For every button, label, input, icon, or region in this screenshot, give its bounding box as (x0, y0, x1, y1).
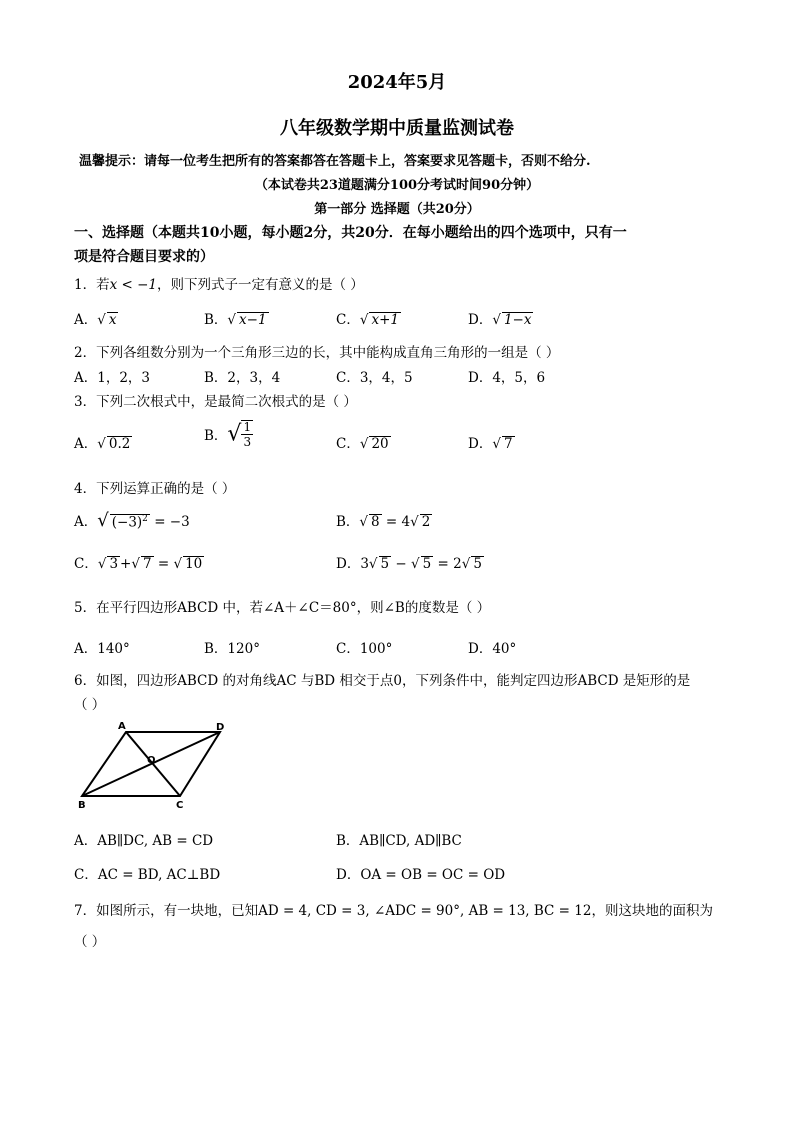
q1-stem: 1．若x < −1，则下列式子一定有意义的是（ ） (74, 277, 364, 293)
q4-option-b: B．√ 8 = 4√ 2 (336, 514, 431, 530)
section-heading-line1: 一、选择题（本题共10小题，每小题2分，共20分．在每小题给出的四个选项中，只有一 (74, 225, 627, 241)
q1-option-d: D．√ 1−x (468, 312, 532, 328)
q6-paren: （ ） (74, 697, 106, 713)
q6-stem: 6．如图，四边形ABCD 的对角线AC 与BD 相交于点0，下列条件中，能判定四边形ABCD 是矩形的是 (74, 673, 691, 689)
q6-option-d: D．OA = OB = OC = OD (336, 867, 506, 883)
figure-label-o: O (147, 755, 156, 766)
q5-option-d: D．40° (468, 641, 517, 657)
q1-option-b: B．√ x−1 (204, 312, 267, 328)
q4-option-c: C．√ 3 +√ 7 = √ 10 (74, 556, 203, 572)
figure-label-c: C (176, 800, 184, 811)
q5-option-b: B．120° (204, 641, 260, 657)
q5-option-a: A．140° (74, 641, 130, 657)
q3-option-b: B．√ $\frac{1}{3}$ (204, 420, 252, 449)
q3-stem: 3．下列二次根式中，是最简二次根式的是（ ） (74, 394, 357, 410)
section-heading-line2: 项是符合题目要求的） (74, 249, 214, 265)
q2-option-b: B．2，3，4 (204, 370, 281, 386)
parallelogram-figure (70, 718, 240, 812)
q1-option-c: C．√ x+1 (336, 312, 399, 328)
exam-date: 2024年5月 (347, 72, 447, 93)
q2-stem: 2．下列各组数分别为一个三角形三边的长，其中能构成直角三角形的一组是（ ） (74, 345, 560, 361)
q7-paren: （ ） (74, 934, 106, 950)
figure-label-a: A (118, 721, 126, 732)
q4-option-d: D．3√ 5 − √ 5 = 2√ 5 (336, 556, 482, 572)
q6-option-b: B．AB∥CD, AD∥BC (336, 833, 462, 849)
q1-option-a: A．√ x (74, 312, 117, 328)
q4-option-a: A．√ $(-3)^2 = -3$ (74, 510, 190, 531)
q7-stem: 7．如图所示，有一块地，已知AD = 4, CD = 3, ∠ADC = 90°, AB = 13, BC = 12，则这块地的面积为 (74, 903, 713, 919)
q3-option-d: D．√ 7 (468, 436, 513, 452)
figure-label-b: B (78, 800, 86, 811)
q2-option-a: A．1，2，3 (74, 370, 151, 386)
exam-info: （本试卷共23道题满分100分考试时间90分钟） (254, 178, 540, 193)
q3-option-a: A．√ 0.2 (74, 436, 131, 452)
q6-option-c: C．AC = BD, AC⊥BD (74, 867, 221, 883)
q4-stem: 4．下列运算正确的是（ ） (74, 481, 236, 497)
part-one-title: 第一部分 选择题（共20分） (314, 202, 480, 217)
q5-option-c: C．100° (336, 641, 393, 657)
q2-option-c: C．3，4，5 (336, 370, 413, 386)
q5-stem: 5．在平行四边形ABCD 中，若∠A＋∠C＝80°，则∠B的度数是（ ） (74, 600, 491, 616)
notice: 温馨提示：请每一位考生把所有的答案都答在答题卡上，答案要求见答题卡，否则不给分. (79, 154, 591, 169)
q2-option-d: D．4，5，6 (468, 370, 546, 386)
exam-title: 八年级数学期中质量监测试卷 (280, 118, 514, 139)
figure-label-d: D (216, 722, 225, 733)
q6-option-a: A．AB∥DC, AB = CD (74, 833, 214, 849)
q3-option-c: C．√ 20 (336, 436, 389, 452)
